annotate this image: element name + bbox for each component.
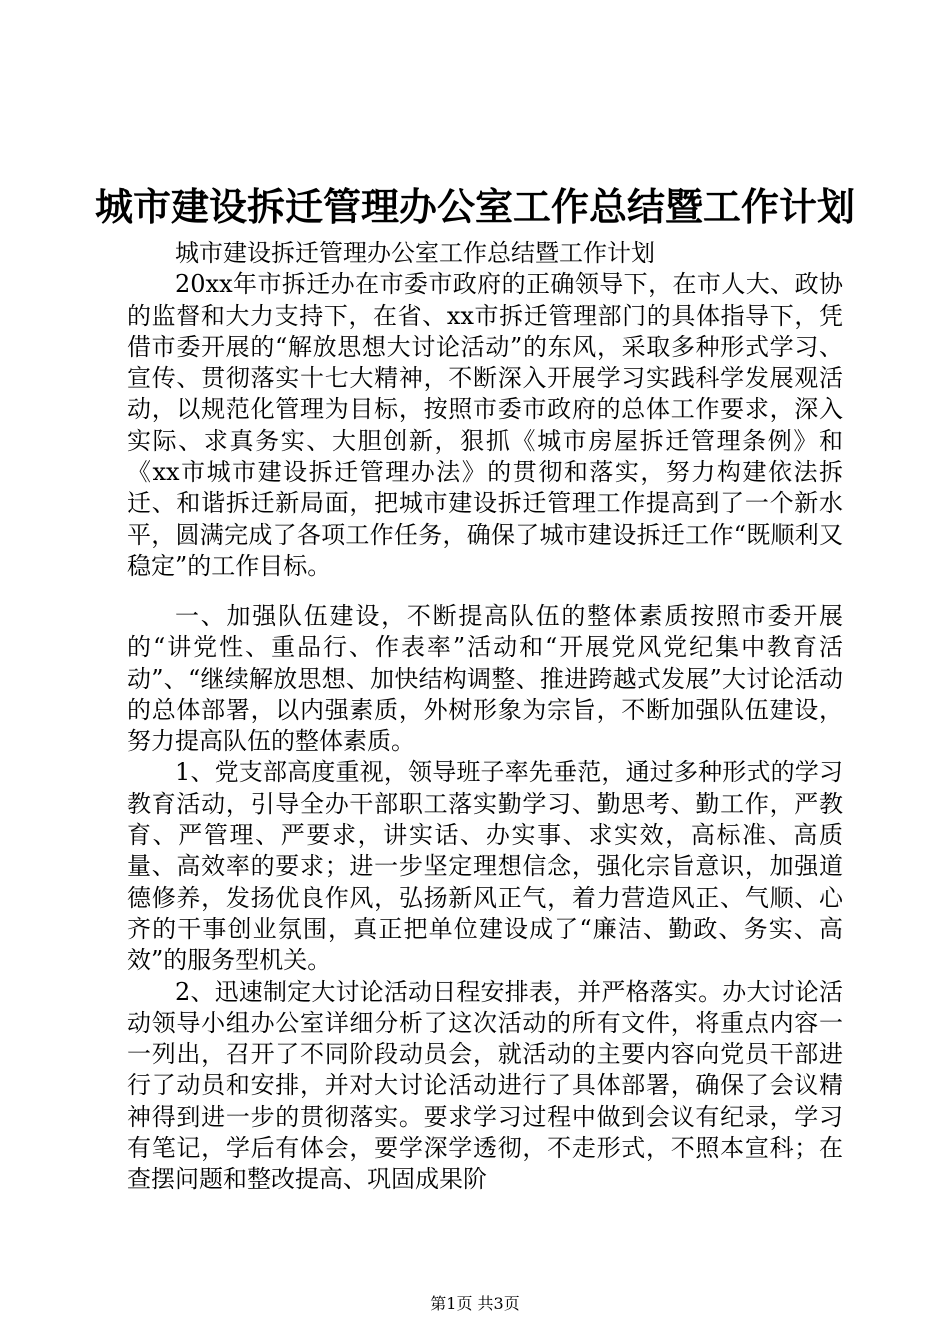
- document-body-top: [127, 238, 843, 582]
- item-2-paragraph: 2、迅速制定大讨论活动日程安排表，并严格落实。办大讨论活动领导小组办公室详细分析了这次活动的所有文件，将重点内容一一列出，召开了不同阶段动员会，就活动的主要内容向党员干部进行了动员和安排，并对大讨论活动进行了具体部署，确保了会议精神得到进一步的贯彻落实。要求学习过程中做到会议有纪录，学习有笔记，学后有体会，要学深学透彻，不走形式，不照本宣科；在查摆问题和整改提高、巩固成果阶: [127, 977, 843, 1194]
- page-footer: 第1页 共3页: [430, 1294, 520, 1313]
- document-title: 城市建设拆迁管理办公室工作总结暨工作计划: [94, 184, 855, 229]
- section-1-paragraph: 一、加强队伍建设，不断提高队伍的整体素质按照市委开展的“讲党性、重品行、作表率”活动和“开展党风党纪集中教育活动”、“继续解放思想、加快结构调整、推进跨越式发展”大讨论活动的总体部署，以内强素质，外树形象为宗旨，不断加强队伍建设，努力提高队伍的整体素质。: [127, 602, 843, 756]
- document-subtitle: 城市建设拆迁管理办公室工作总结暨工作计划: [175, 239, 655, 267]
- intro-paragraph: 20xx年市拆迁办在市委市政府的正确领导下，在市人大、政协的监督和大力支持下，在省、xx市拆迁管理部门的具体指导下，凭借市委开展的“解放思想大讨论活动”的东风，采取多种形式学习、宣传、贯彻落实十七大精神，不断深入开展学习实践科学发展观活动，以规范化管理为目标，按照市委市政府的总体工作要求，深入实际、求真务实、大胆创新，狠抓《城市房屋拆迁管理条例》和《xx市城市建设拆迁管理办法》的贯彻和落实，努力构建依法拆迁、和谐拆迁新局面，把城市建设拆迁管理工作提高到了一个新水平，圆满完成了各项工作任务，确保了城市建设拆迁工作“既顺利又稳定”的工作目标。: [127, 270, 843, 580]
- item-1-paragraph: 1、党支部高度重视，领导班子率先垂范，通过多种形式的学习教育活动，引导全办干部职工落实勤学习、勤思考、勤工作，严教育、严管理、严要求，讲实话、办实事、求实效，高标准、高质量、高效率的要求；进一步坚定理想信念，强化宗旨意识，加强道德修养，发扬优良作风，弘扬新风正气，着力营造风正、气顺、心齐的干事创业氛围，真正把单位建设成了“廉洁、勤政、务实、高效”的服务型机关。: [127, 758, 843, 975]
- document-body-main: [127, 601, 843, 1196]
